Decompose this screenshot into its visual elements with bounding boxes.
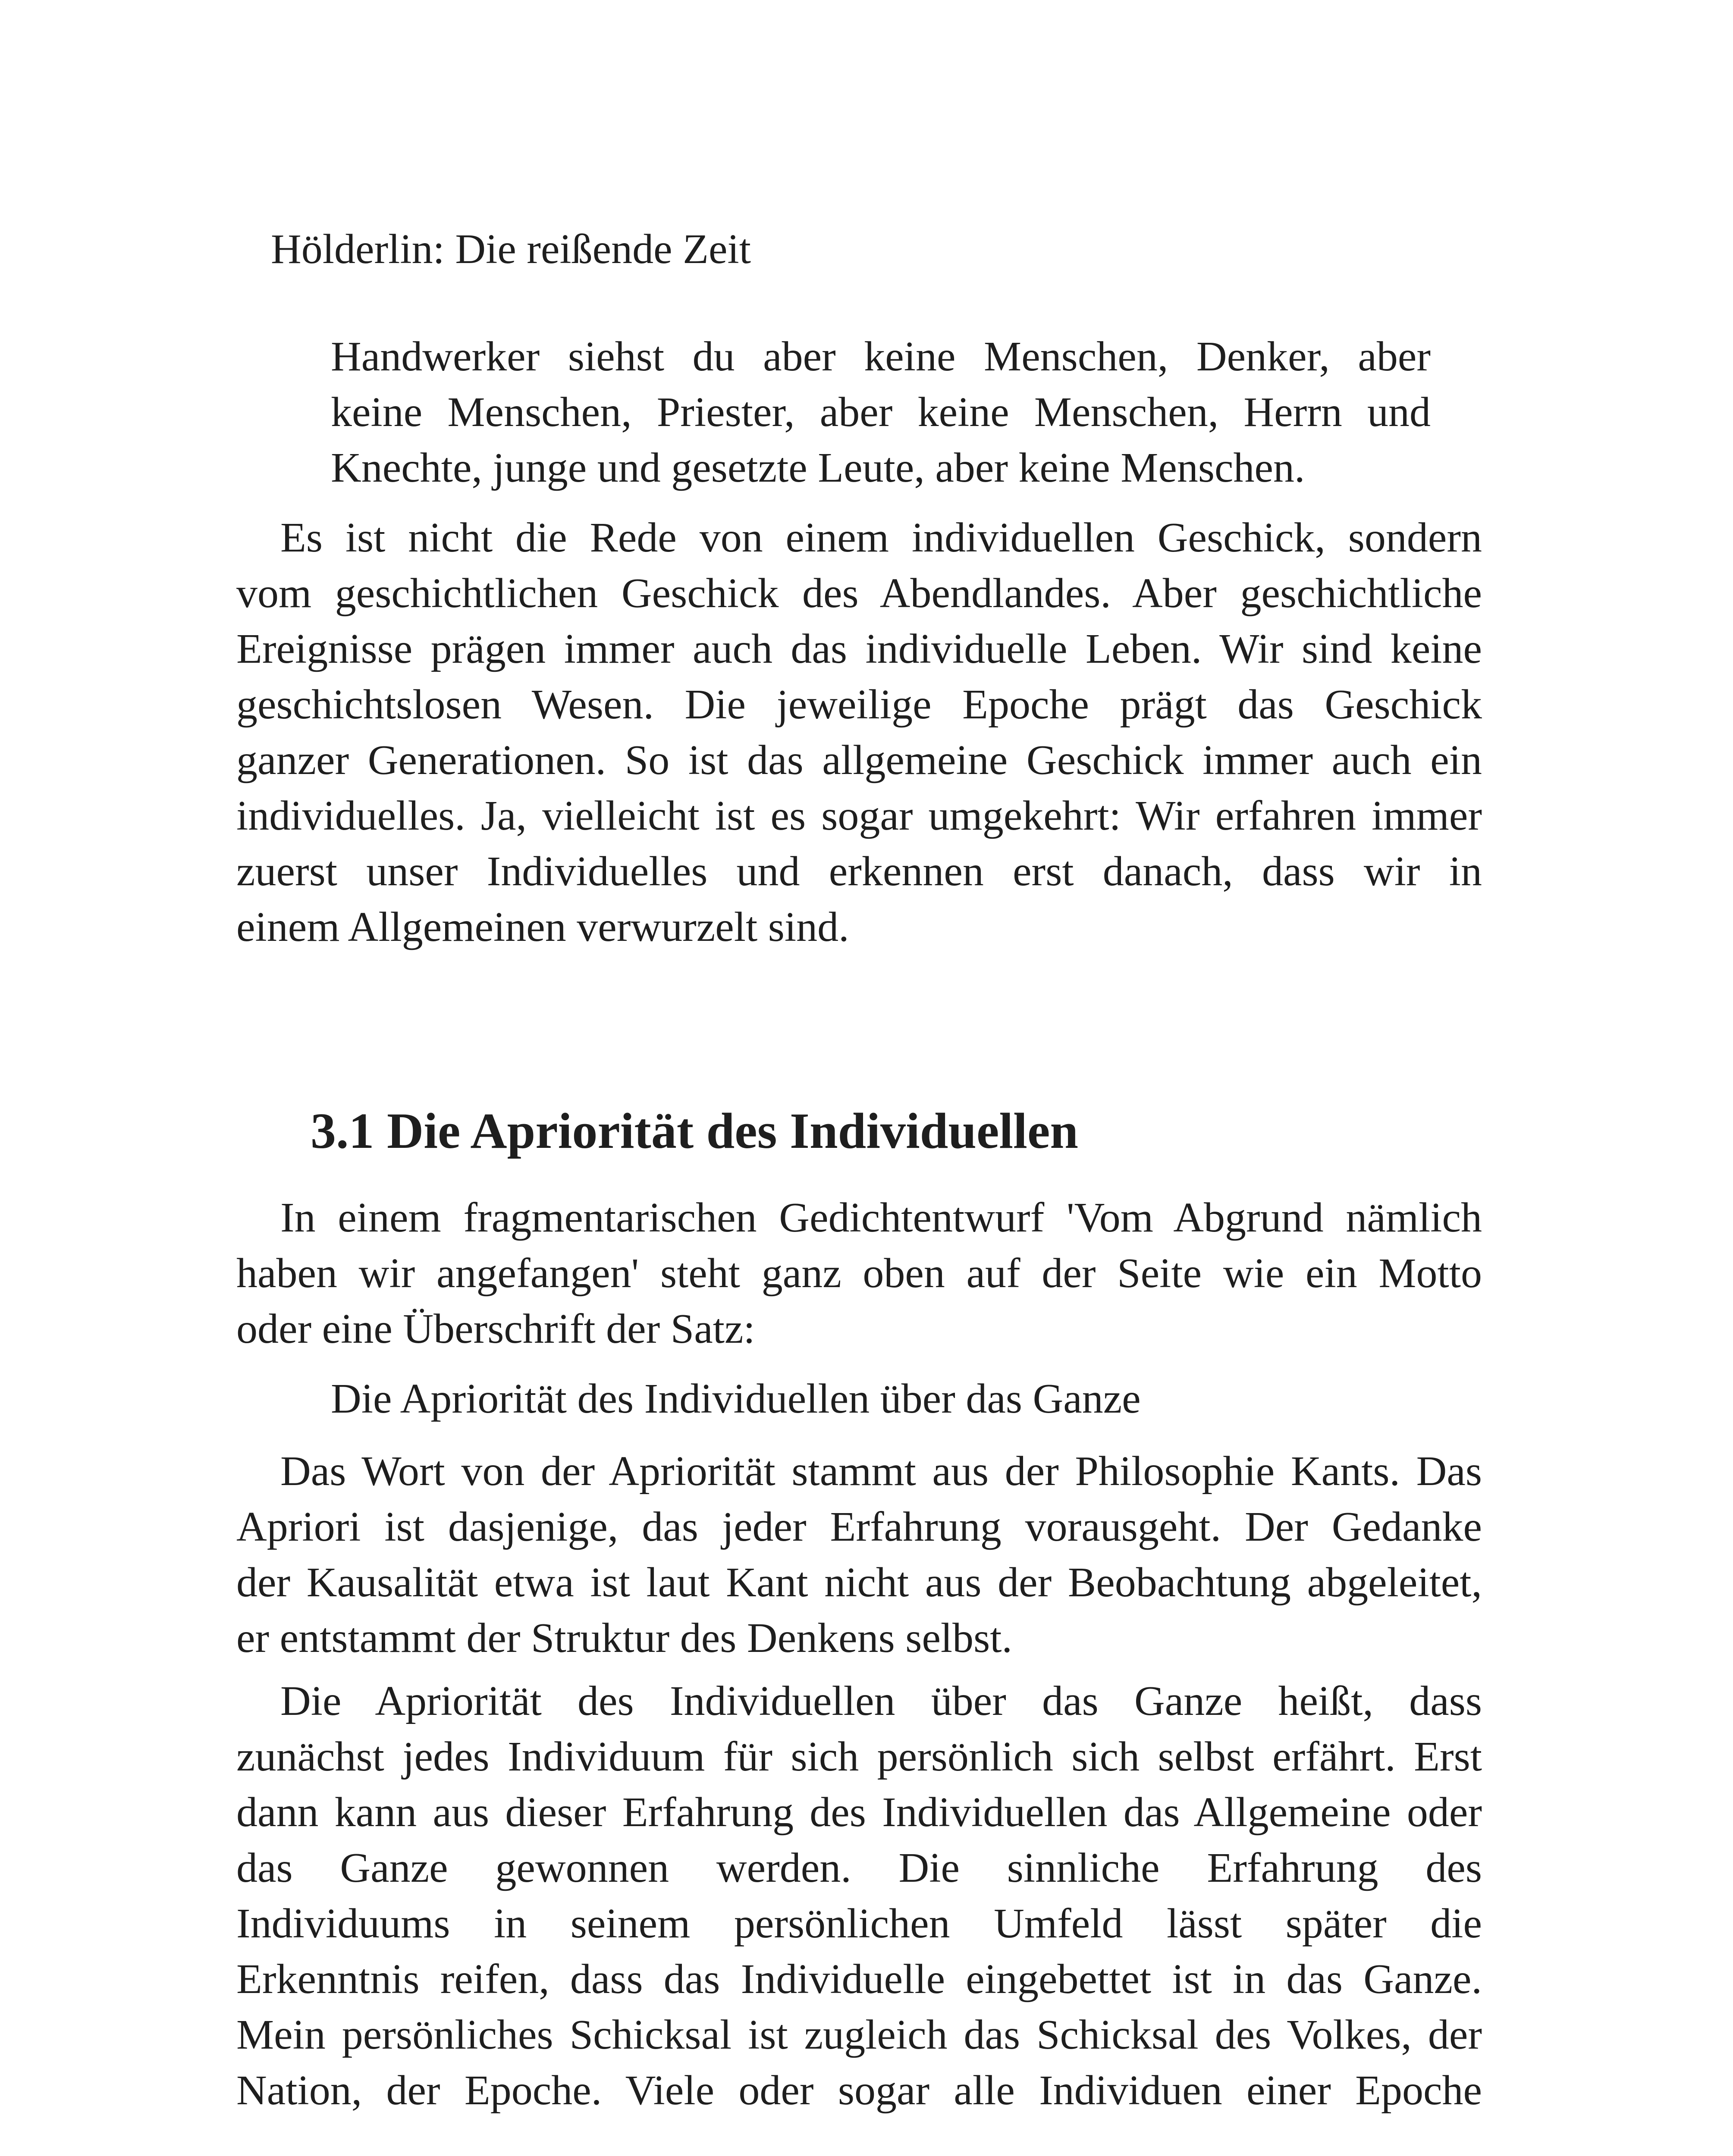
paragraph-line: haben wir angefangen' steht ganz oben auf der Seite wie ein Motto — [236, 1250, 1482, 1297]
paragraph — [236, 1190, 1482, 1357]
block-quote — [331, 329, 1431, 496]
paragraph-line: Es ist nicht die Rede von einem individuellen Geschick, sondern — [280, 514, 1482, 561]
paragraph-line: dann kann aus dieser Erfahrung des Individuellen das Allgemeine oder — [236, 1789, 1482, 1836]
paragraph — [236, 1444, 1482, 1666]
paragraph-line: einem Allgemeinen verwurzelt sind. — [236, 904, 849, 950]
paragraph-line: vom geschichtlichen Geschick des Abendlandes. Aber geschichtliche — [236, 570, 1482, 617]
paragraph-line: er entstammt der Struktur des Denkens selbst. — [236, 1615, 1013, 1661]
running-header: Hölderlin: Die reißende Zeit — [271, 226, 751, 273]
paragraph-line: der Kausalität etwa ist laut Kant nicht aus der Beobachtung abgeleitet, — [236, 1559, 1482, 1606]
paragraph-line: ganzer Generationen. So ist das allgemeine Geschick immer auch ein — [236, 737, 1482, 783]
paragraph-line: Nation, der Epoche. Viele oder sogar alle Individuen einer Epoche — [236, 2067, 1482, 2114]
paragraph — [236, 1673, 1482, 2118]
block-quote — [331, 1371, 1431, 1427]
paragraph-line: zunächst jedes Individuum für sich persönlich sich selbst erfährt. Erst — [236, 1733, 1482, 1780]
paragraph-line: Die Apriorität des Individuellen über das Ganze heißt, dass — [280, 1678, 1482, 1724]
paragraph-line: In einem fragmentarischen Gedichtentwurf 'Vom Abgrund nämlich — [280, 1194, 1482, 1241]
quote-line: keine Menschen, Priester, aber keine Menschen, Herrn und — [331, 389, 1431, 436]
paragraph-line: Ereignisse prägen immer auch das individuelle Leben. Wir sind keine — [236, 626, 1482, 672]
paragraph-line: Erkenntnis reifen, dass das Individuelle eingebettet ist in das Ganze. — [236, 1956, 1482, 2002]
section-heading: 3.1 Die Apriorität des Individuellen — [311, 1103, 1078, 1159]
quote-line: Handwerker siehst du aber keine Menschen, Denker, aber — [331, 333, 1431, 380]
paragraph-line: Das Wort von der Apriorität stammt aus der Philosophie Kants. Das — [280, 1448, 1482, 1495]
paragraph-line: Mein persönliches Schicksal ist zugleich das Schicksal des Volkes, der — [236, 2012, 1482, 2058]
paragraph-line: zuerst unser Individuelles und erkennen erst danach, dass wir in — [236, 848, 1482, 895]
paragraph-line: oder eine Überschrift der Satz: — [236, 1306, 755, 1352]
quote-line: Knechte, junge und gesetzte Leute, aber keine Menschen. — [331, 445, 1305, 491]
paragraph-line: Apriori ist dasjenige, das jeder Erfahrung vorausgeht. Der Gedanke — [236, 1504, 1482, 1550]
quote-line: Die Apriorität des Individuellen über das Ganze — [331, 1376, 1141, 1422]
paragraph-line: individuelles. Ja, vielleicht ist es sogar umgekehrt: Wir erfahren immer — [236, 793, 1482, 839]
paragraph-line: Individuums in seinem persönlichen Umfeld lässt später die — [236, 1900, 1482, 1947]
paragraph — [236, 510, 1482, 955]
paragraph-line: geschichtslosen Wesen. Die jeweilige Epoche prägt das Geschick — [236, 681, 1482, 728]
paragraph-line: das Ganze gewonnen werden. Die sinnliche Erfahrung des — [236, 1845, 1482, 1891]
